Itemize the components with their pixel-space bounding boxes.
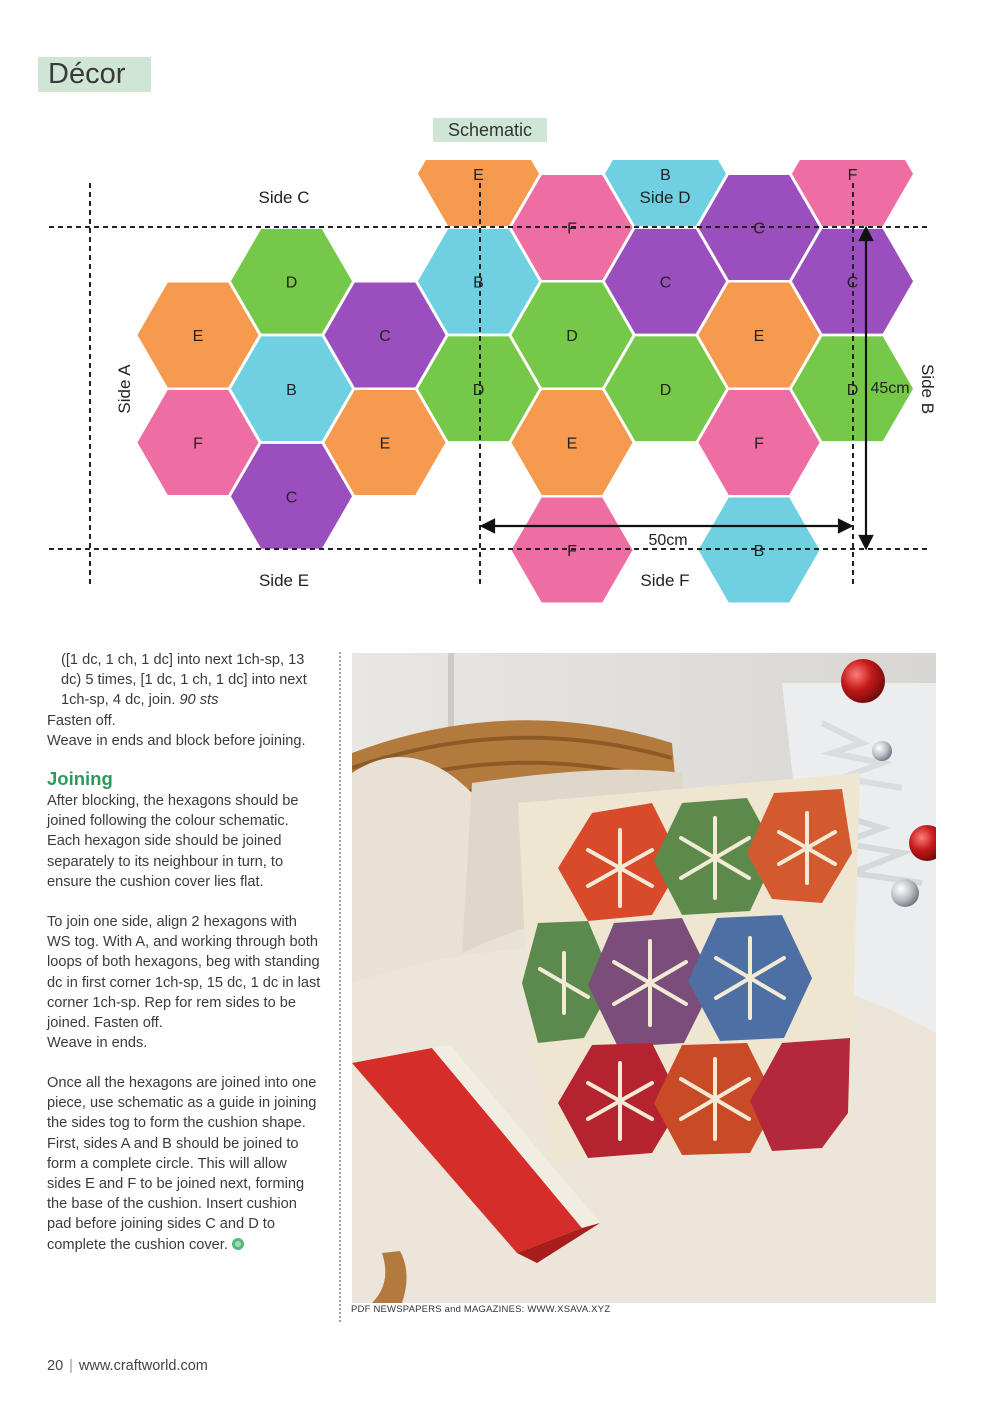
joining-text-2b: Weave in ends.: [47, 1035, 148, 1052]
hexagon-label: D: [472, 381, 485, 399]
hexagon-label: F: [567, 220, 577, 238]
round-line-3: 1ch-sp, 4 dc, join.: [61, 692, 180, 709]
side-a-label: Side A: [115, 364, 134, 414]
hexagon-label: B: [753, 543, 765, 560]
hexagon-label: F: [567, 543, 577, 560]
footer-website[interactable]: www.craftworld.com: [78, 1358, 208, 1374]
joining-paragraph-1: [47, 791, 322, 892]
schematic-title: Schematic: [433, 118, 547, 142]
weave-block-text: Weave in ends and block before joining.: [47, 732, 306, 749]
round-line-2: dc) 5 times, [1 dc, 1 ch, 1 dc] into next: [61, 672, 307, 689]
hexagon-label: B: [473, 274, 484, 292]
joining-text-3: Once all the hexagons are joined into one piece, use schematic as a guide in joining the sides tog to form the cushion shape. First, sides A and B should be joined to form a complete circle. This will allow sides E and F to be joined next, forming the base of the cushion. Insert cushion pad before joining sides C and D to complete the cushion cover.: [47, 1075, 317, 1253]
side-c-label: Side C: [258, 188, 310, 207]
hexagon-label: E: [753, 328, 765, 345]
joining-text-2: To join one side, align 2 hexagons with WS tog. With A, and working through both loops of both hexagons, beg with standing dc in first corner 1ch-sp, 15 dc, 1 dc in last corner 1ch-sp. Rep for rem sides to be joined. Fasten off.: [47, 914, 321, 1032]
joining-paragraph-2: [47, 912, 322, 1053]
hexagon-label: E: [379, 435, 391, 453]
side-f-label: Side F: [640, 571, 690, 590]
hexagon-label: D: [566, 328, 578, 345]
column-divider: [339, 652, 341, 1322]
end-mark-icon: [232, 1238, 244, 1250]
hexagon-label: E: [473, 166, 484, 184]
hexagon-label: B: [660, 166, 671, 184]
cushion-photo: [352, 653, 936, 1303]
hexagon-label: F: [754, 435, 764, 453]
page-footer: [47, 1358, 208, 1374]
footer-separator: |: [69, 1358, 73, 1374]
page-number: 20: [47, 1358, 64, 1374]
hexagon-label: C: [379, 328, 391, 345]
hexagon-label: B: [286, 381, 297, 399]
side-e-label: Side E: [258, 571, 310, 590]
joining-paragraph-3: [47, 1073, 322, 1255]
hexagon-label: C: [659, 274, 672, 292]
hexagon-label: C: [753, 220, 765, 238]
hexagon-label: D: [285, 274, 298, 292]
side-d-label: Side D: [639, 188, 691, 207]
joining-heading: Joining: [47, 768, 113, 789]
photo-credit: PDF NEWSPAPERS and MAGAZINES: WWW.XSAVA.XYZ: [351, 1304, 611, 1315]
hexagon-label: E: [192, 328, 204, 345]
hexagon-schematic: [0, 160, 1000, 620]
section-tag: Décor: [38, 57, 151, 92]
hexagon-label: F: [193, 435, 203, 453]
hexagon-label: F: [847, 166, 858, 184]
side-b-label: Side B: [918, 363, 937, 415]
hexagon-label: E: [566, 435, 578, 453]
hexagon-label: D: [659, 381, 672, 399]
stitch-count: 90 sts: [179, 692, 219, 709]
height-dimension-label: 45cm: [870, 380, 910, 397]
fasten-off-text: Fasten off.: [47, 712, 116, 729]
width-dimension-label: 50cm: [648, 532, 688, 549]
hexagon-label: C: [846, 274, 859, 292]
joining-text-1: After blocking, the hexagons should be joined following the colour schematic. Each hexagon side should be joined separately to its neighbour in turn, to ensure the cushion cover lies flat.: [47, 793, 299, 890]
round-instructions: [47, 650, 322, 751]
hexagon-label: C: [285, 489, 298, 507]
round-line-1: ([1 dc, 1 ch, 1 dc] into next 1ch-sp, 13: [61, 652, 305, 668]
hexagon-label: D: [846, 381, 859, 399]
